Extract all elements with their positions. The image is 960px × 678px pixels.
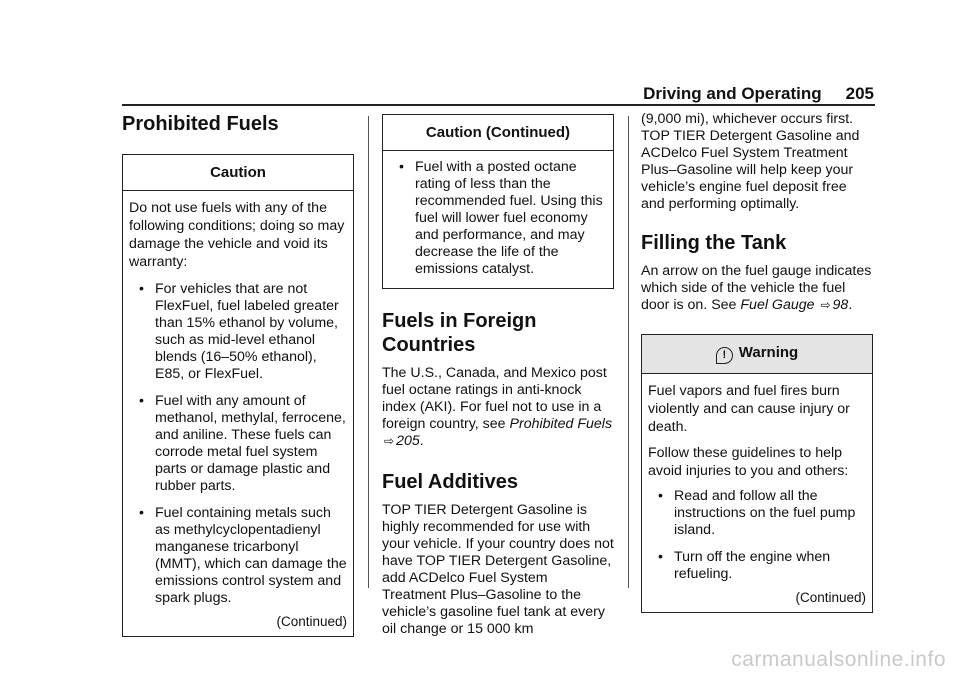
continued-paragraph: (9,000 mi), whichever occurs first. TOP TIER Detergent Gasoline and ACDelco Fuel System Treatment Plus–Gasoline will help keep your vehicle’s engine fuel deposit free and performing optimally. — [641, 111, 860, 212]
caution-bullet — [139, 505, 347, 607]
warning-title: Warning — [738, 344, 799, 361]
caution-bullet — [139, 281, 347, 383]
bullet-text: Turn off the engine when refueling. — [674, 549, 831, 582]
caution-continued-box — [382, 114, 614, 289]
continued-label: (Continued) — [276, 614, 347, 629]
column-1 — [122, 108, 354, 637]
bullet-dot: • — [139, 393, 144, 409]
bullet-text: Fuel with any amount of methanol, methylal, ferrocene, and aniline. These fuels can corrode metal fuel system parts or damage plastic and rubber parts. — [155, 393, 346, 494]
column-divider-2 — [628, 116, 629, 588]
page-ref-arrow-icon: ⇨ — [820, 298, 831, 312]
bullet-text: Fuel with a posted octane rating of less than the recommended fuel. Using this fuel will lower fuel economy and performance, and may decrease the life of the emissions catalyst. — [415, 159, 603, 277]
warning-title-bar — [642, 335, 872, 374]
cross-reference-page[interactable]: 205 — [396, 433, 420, 449]
bullet-dot: • — [658, 549, 663, 565]
caution-title: Caution — [123, 155, 353, 191]
heading-prohibited-fuels: Prohibited Fuels — [122, 113, 279, 135]
filling-text: An arrow on the fuel gauge indicates which side of the vehicle the fuel door is on. See — [641, 263, 872, 313]
warning-box — [641, 334, 873, 613]
warning-paragraph: Follow these guidelines to help avoid injuries to you and others: — [648, 445, 849, 479]
watermark: carmanualsonline.info — [731, 648, 946, 671]
warning-icon: ! — [716, 347, 733, 364]
heading-line: Countries — [382, 334, 476, 356]
caution-intro: Do not use fuels with any of the following conditions; doing so may damage the vehicle and void its warranty: — [129, 200, 345, 270]
section-title: Driving and Operating — [643, 84, 822, 103]
continued-label: (Continued) — [795, 590, 866, 605]
foreign-paragraph — [382, 365, 614, 450]
cross-reference-page[interactable]: 98 — [832, 297, 849, 313]
heading-fuel-additives: Fuel Additives — [382, 471, 518, 493]
foreign-text: The U.S., Canada, and Mexico post fuel octane ratings in anti-knock index (AKI). For fuel not to use in a foreign country, see — [382, 365, 607, 432]
heading-line: Fuels in Foreign — [382, 310, 537, 332]
running-header — [643, 84, 874, 104]
heading-fuels-in-foreign-countries — [382, 309, 614, 357]
warning-bullet — [658, 549, 866, 583]
bullet-dot: • — [139, 281, 144, 297]
header-rule — [122, 104, 875, 106]
caution-continued-title: Caution (Continued) — [383, 115, 613, 151]
page-number: 205 — [845, 84, 874, 103]
filling-paragraph — [641, 263, 873, 314]
column-2 — [382, 108, 614, 638]
period: . — [848, 297, 853, 313]
caution-bullet — [139, 393, 347, 495]
bullet-text: Fuel containing metals such as methylcyclopentadienyl manganese tricarbonyl (MMT), which can damage the emissions control system and spark plugs. — [155, 505, 347, 606]
caution-box — [122, 154, 354, 637]
warning-paragraph: Fuel vapors and fuel fires burn violently and can cause injury or death. — [648, 383, 850, 435]
column-3 — [641, 108, 873, 613]
cross-reference-link[interactable]: Fuel Gauge — [740, 297, 815, 313]
cross-reference-link[interactable]: Prohibited Fuels — [509, 416, 613, 432]
warning-bullet — [658, 488, 866, 539]
heading-filling-the-tank: Filling the Tank — [641, 232, 787, 254]
bullet-dot: • — [139, 505, 144, 521]
bullet-dot: • — [399, 159, 404, 175]
caution-bullet — [399, 159, 607, 278]
column-divider-1 — [368, 116, 369, 588]
page-ref-arrow-icon: ⇨ — [384, 434, 395, 448]
period: . — [419, 433, 424, 449]
bullet-dot: • — [658, 488, 663, 504]
additives-paragraph: TOP TIER Detergent Gasoline is highly recommended for use with your vehicle. If your country does not have TOP TIER Detergent Gasoline, add ACDelco Fuel System Treatment Plus–Gasoline to the vehicle’s gasoline fuel tank at every oil change or 15 000 km — [382, 502, 614, 637]
bullet-text: Read and follow all the instructions on the fuel pump island. — [674, 488, 856, 538]
bullet-text: For vehicles that are not FlexFuel, fuel labeled greater than 15% ethanol by volume, such as mid-level ethanol blends (16–50% ethanol), E85, or FlexFuel. — [155, 281, 339, 382]
